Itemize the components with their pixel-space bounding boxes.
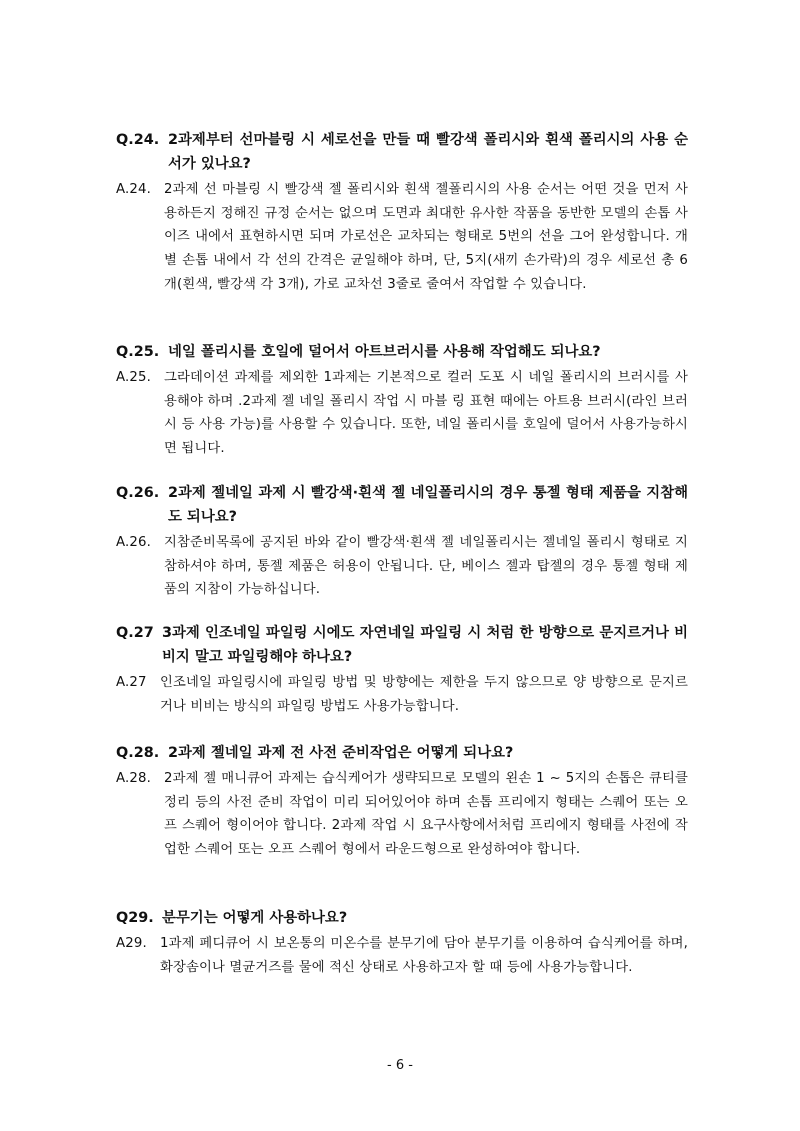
- answer-text: 지참준비목록에 공지된 바와 같이 빨강색·흰색 젤 네일폴리시는 젤네일 폴리시 형태로 지참하셔야 하며, 통젤 제품은 허용이 안됩니다. 단, 베이스 젤과 탑젤의 경우 통젤 형태 제품의 지참이 가능하십니다.: [164, 535, 688, 598]
- question-text: 분무기는 어떻게 사용하나요?: [162, 910, 348, 926]
- qa-28: [116, 741, 688, 862]
- question: [116, 906, 688, 930]
- answer-text: 인조네일 파일링시에 파일링 방법 및 방향에는 제한을 두지 않으므로 양 방향으로 문지르거나 비비는 방식의 파일링 방법도 사용가능합니다.: [160, 675, 688, 714]
- answer: [116, 366, 688, 461]
- answer-number: A.27: [116, 675, 147, 690]
- question-text: 2과제부터 선마블링 시 세로선을 만들 때 빨강색 폴리시와 흰색 폴리시의 사용 순서가 있나요?: [168, 132, 688, 172]
- answer-number: A.25.: [116, 370, 151, 385]
- question-text: 네일 폴리시를 호일에 덜어서 아트브러시를 사용해 작업해도 되나요?: [168, 344, 601, 360]
- question-text: 3과제 인조네일 파일링 시에도 자연네일 파일링 시 처럼 한 방향으로 문지르거나 비비지 말고 파일링해야 하나요?: [162, 625, 688, 665]
- answer-text: 2과제 젤 매니큐어 과제는 습식케어가 생략되므로 모델의 왼손 1 ~ 5지의 손톱은 큐티클 정리 등의 사전 준비 작업이 미리 되어있어야 하며 손톱 프리에지 형태는 스퀘어 또는 오프 스퀘어 형이어야 합니다. 2과제 작업 시 요구사항에서처럼 프리에지 형태를 사전에 작업한 스퀘어 또는 오프 스퀘어 형에서 라운드형으로 완성하여야 합니다.: [164, 771, 688, 858]
- qa-27: [116, 621, 688, 718]
- question: [116, 340, 688, 364]
- answer-number: A.24.: [116, 182, 151, 197]
- question: [116, 481, 688, 529]
- answer: [116, 932, 688, 979]
- answer-number: A29.: [116, 936, 147, 951]
- answer-text: 그라데이션 과제를 제외한 1과제는 기본적으로 컬러 도포 시 네일 폴리시의 브러시를 사용해야 하며 .2과제 젤 네일 폴리시 작업 시 마블 링 표현 때에는 아트용 브러시(라인 브러시 등 사용 가능)를 사용할 수 있습니다. 또한, 네일 폴리시를 호일에 덜어서 사용가능하시면 됩니다.: [164, 370, 688, 457]
- answer-number: A.28.: [116, 771, 151, 786]
- qa-26: [116, 481, 688, 602]
- question: [116, 741, 688, 765]
- question-number: Q.26.: [116, 485, 160, 501]
- question-number: Q.24.: [116, 132, 160, 148]
- qa-24: [116, 128, 688, 297]
- answer-text: 1과제 페디큐어 시 보온통의 미온수를 분무기에 담아 분무기를 이용하여 습식케어를 하며, 화장솜이나 멸균거즈를 물에 적신 상태로 사용하고자 할 때 등에 사용가능합니다.: [160, 936, 688, 975]
- answer: [116, 767, 688, 862]
- answer: [116, 531, 688, 602]
- question-number: Q29.: [116, 910, 154, 926]
- answer-number: A.26.: [116, 535, 151, 550]
- page-number: - 6 -: [387, 1058, 413, 1073]
- qa-25: [116, 340, 688, 461]
- answer-text: 2과제 선 마블링 시 빨강색 젤 폴리시와 흰색 젤폴리시의 사용 순서는 어떤 것을 먼저 사용하든지 정해진 규정 순서는 없으며 도면과 최대한 유사한 작품을 동반한 모델의 손톱 사이즈 내에서 표현하시면 되며 가로선은 교차되는 형태로 5번의 선을 그어 완성합니다. 개별 손톱 내에서 각 선의 간격은 균일해야 하며, 단, 5지(새끼 손가락)의 경우 세로선 총 6개(흰색, 빨강색 각 3개), 가로 교차선 3줄로 줄여서 작업할 수 있습니다.: [164, 182, 688, 292]
- answer: [116, 178, 688, 297]
- answer: [116, 671, 688, 718]
- question-number: Q.27: [116, 625, 154, 641]
- question-text: 2과제 젤네일 과제 시 빨강색·흰색 젤 네일폴리시의 경우 통젤 형태 제품을 지참해도 되나요?: [168, 485, 688, 525]
- question-number: Q.25.: [116, 344, 160, 360]
- qa-29: [116, 906, 688, 979]
- question: [116, 621, 688, 669]
- question-number: Q.28.: [116, 745, 160, 761]
- question: [116, 128, 688, 176]
- question-text: 2과제 젤네일 과제 전 사전 준비작업은 어떻게 되나요?: [168, 745, 514, 761]
